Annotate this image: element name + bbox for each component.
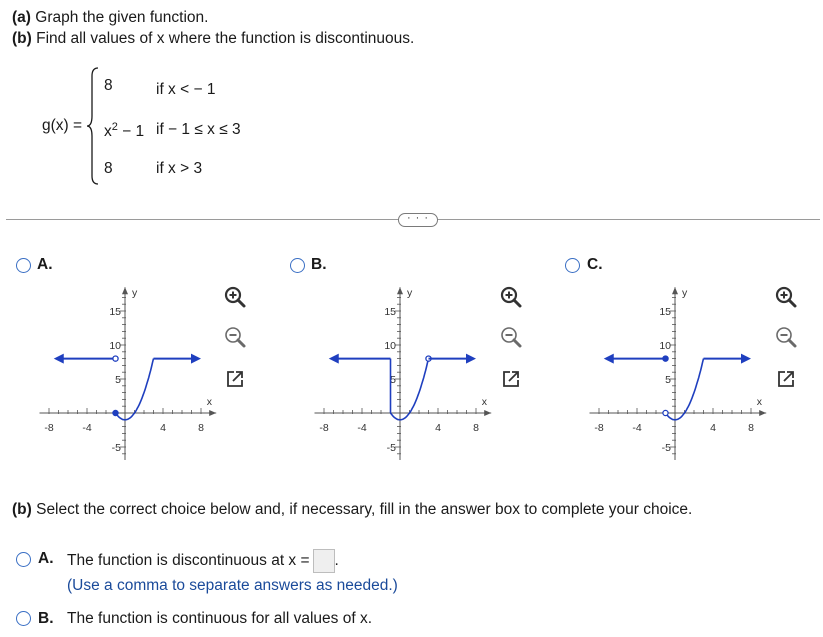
- zoom-out-icon[interactable]: [773, 324, 799, 350]
- magnifier-handle: [789, 340, 795, 346]
- magnifier-plus-glyph: [773, 284, 799, 310]
- piece-3-cond: if x > 3: [156, 160, 203, 177]
- magnifier-handle: [238, 300, 244, 306]
- radio-choice-b[interactable]: [16, 611, 31, 626]
- zoom-in-icon[interactable]: [498, 284, 524, 310]
- y-tick-label: 5: [665, 374, 671, 386]
- x-axis-arrow: [759, 410, 766, 416]
- radio-choice-a[interactable]: [16, 552, 31, 567]
- zoom-out-icon[interactable]: [222, 324, 248, 350]
- arrow: [784, 372, 793, 381]
- zoom-in-icon[interactable]: [773, 284, 799, 310]
- curve-arrow: [741, 354, 751, 364]
- choice-a-text: The function is discontinuous at x = .: [67, 549, 339, 573]
- x-tick-label: 8: [748, 422, 754, 434]
- question-part-a: (a) Graph the given function.: [12, 9, 209, 26]
- x-tick-label: -8: [594, 422, 604, 434]
- radio-option-a[interactable]: [16, 258, 31, 273]
- y-axis-arrow: [397, 287, 403, 294]
- new-window-icon[interactable]: [773, 366, 799, 392]
- y-axis-label: y: [682, 287, 688, 300]
- zoom-out-icon[interactable]: [498, 324, 524, 350]
- x-tick-label: 4: [160, 422, 166, 434]
- x-tick-label: 8: [473, 422, 479, 434]
- magnifier-handle: [789, 300, 795, 306]
- piece-3-expr: 8: [104, 160, 113, 177]
- open-point: [113, 356, 118, 361]
- magnifier-handle: [514, 300, 520, 306]
- piece-1-cond: if x < − 1: [156, 81, 216, 98]
- new-window-icon[interactable]: [222, 366, 248, 392]
- curve-arrow: [466, 354, 476, 364]
- choice-a-label: A.: [38, 550, 54, 567]
- y-tick-label: 15: [659, 306, 671, 318]
- brace-icon: [86, 66, 100, 186]
- y-tick-label: 5: [115, 374, 121, 386]
- curve-arrow: [604, 354, 614, 364]
- choice-b-label: B.: [38, 610, 54, 627]
- graph-option-c: [580, 280, 770, 460]
- option-b-label: B.: [311, 256, 327, 273]
- x-axis-arrow: [209, 410, 216, 416]
- graph-option-b: [305, 280, 495, 460]
- x-axis-arrow: [484, 410, 491, 416]
- choice-a-hint: (Use a comma to separate answers as needed.): [67, 577, 398, 594]
- arrow: [233, 372, 242, 381]
- magnifier-minus-glyph: [498, 324, 524, 350]
- piece-1-expr: 8: [104, 77, 113, 94]
- part-b-prompt: (b) Select the correct choice below and, if necessary, fill in the answer box to complete your choice.: [12, 501, 693, 518]
- magnifier-minus-glyph: [222, 324, 248, 350]
- x-tick-label: 4: [435, 422, 441, 434]
- radio-option-b[interactable]: [290, 258, 305, 273]
- y-tick-label: 10: [384, 340, 396, 352]
- x-tick-label: 4: [710, 422, 716, 434]
- magnifier-plus-glyph: [498, 284, 524, 310]
- magnifier-handle: [514, 340, 520, 346]
- x-tick-label: -4: [357, 422, 367, 434]
- x-tick-label: -8: [319, 422, 329, 434]
- y-axis-arrow: [122, 287, 128, 294]
- external-link-glyph: [498, 366, 524, 392]
- curve-arrow: [191, 354, 201, 364]
- y-tick-label: -5: [111, 442, 121, 454]
- y-tick-label: -5: [661, 442, 671, 454]
- graph-option-a: [30, 280, 220, 460]
- new-window-icon[interactable]: [498, 366, 524, 392]
- y-axis-label: y: [132, 287, 138, 300]
- magnifier-plus-glyph: [222, 284, 248, 310]
- y-tick-label: 15: [109, 306, 121, 318]
- radio-option-c[interactable]: [565, 258, 580, 273]
- piece-2-expr: $x^2 - 1$: [104, 121, 145, 141]
- piece-2-cond: if − 1 ≤ x ≤ 3: [156, 121, 241, 138]
- curve-arrow: [54, 354, 64, 364]
- zoom-in-icon[interactable]: [222, 284, 248, 310]
- answer-input[interactable]: [313, 549, 335, 573]
- closed-point: [113, 410, 118, 415]
- arrow: [509, 372, 518, 381]
- y-tick-label: -5: [386, 442, 396, 454]
- y-tick-label: 10: [109, 340, 121, 352]
- x-axis-label: x: [481, 396, 487, 408]
- y-tick-label: 10: [659, 340, 671, 352]
- option-c-label: C.: [587, 256, 603, 273]
- x-tick-label: -4: [82, 422, 92, 434]
- magnifier-handle: [238, 340, 244, 346]
- open-point: [663, 410, 668, 415]
- external-link-glyph: [222, 366, 248, 392]
- y-tick-label: 5: [390, 374, 396, 386]
- curve-arrow: [329, 354, 339, 364]
- y-axis-label: y: [407, 287, 413, 300]
- magnifier-minus-glyph: [773, 324, 799, 350]
- external-link-glyph: [773, 366, 799, 392]
- option-a-label: A.: [37, 256, 53, 273]
- choice-b-text: The function is continuous for all values of x.: [67, 610, 372, 627]
- y-tick-label: 15: [384, 306, 396, 318]
- closed-point: [663, 356, 668, 361]
- more-button[interactable]: · · ·: [398, 213, 438, 227]
- x-axis-label: x: [756, 396, 762, 408]
- y-axis-arrow: [672, 287, 678, 294]
- question-part-b: (b) Find all values of x where the function is discontinuous.: [12, 30, 415, 47]
- function-name: g(x) =: [42, 117, 83, 134]
- x-tick-label: 8: [198, 422, 204, 434]
- x-tick-label: -4: [632, 422, 642, 434]
- x-axis-label: x: [206, 396, 212, 408]
- x-tick-label: -8: [44, 422, 54, 434]
